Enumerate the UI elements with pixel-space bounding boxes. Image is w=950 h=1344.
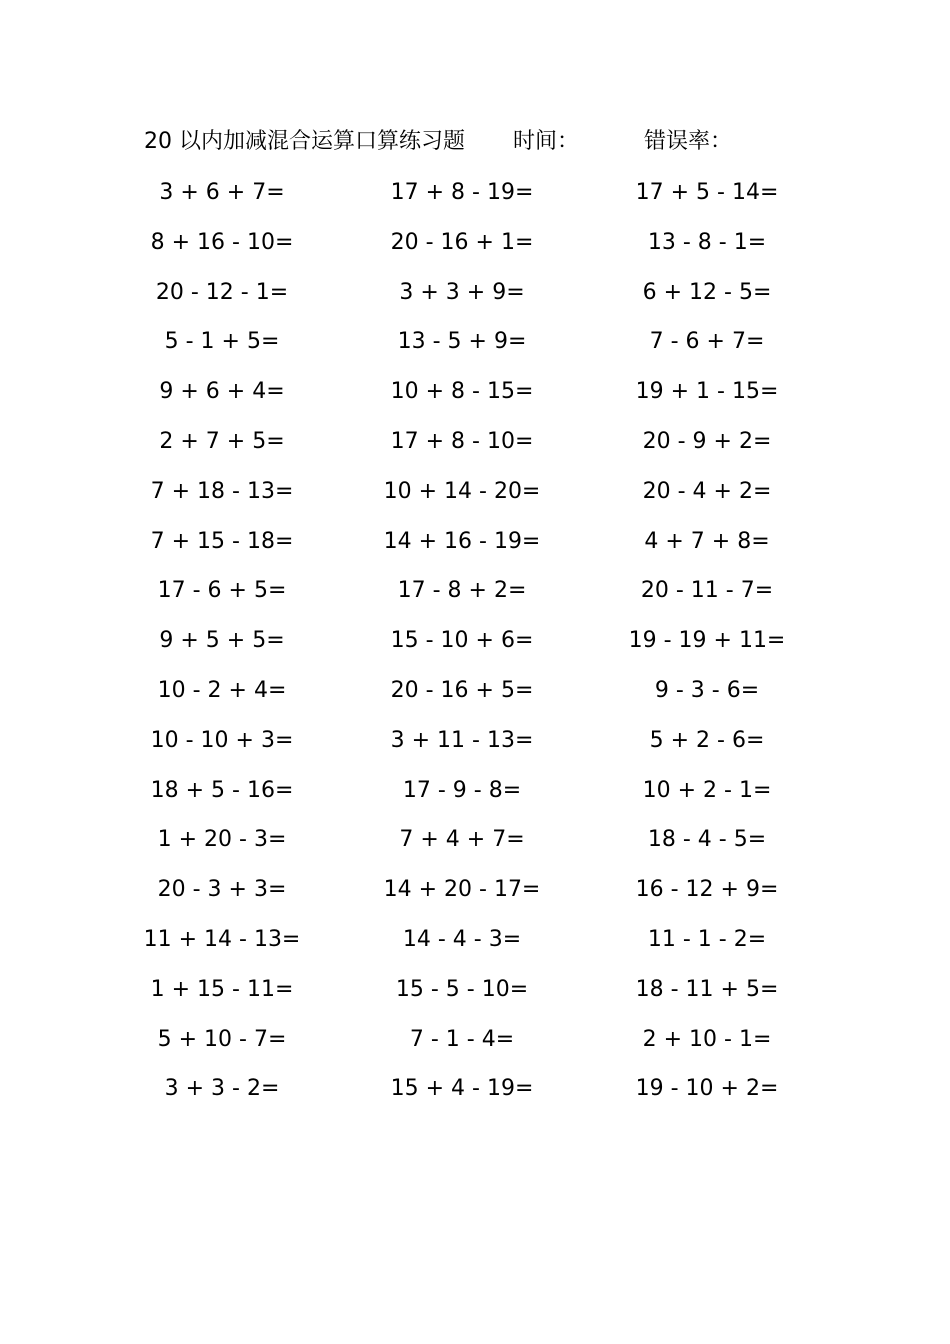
math-problem: 20 - 4 + 2= <box>642 478 772 504</box>
problem-row <box>0 865 950 915</box>
math-problem: 17 - 6 + 5= <box>157 578 287 604</box>
math-problem: 9 + 6 + 4= <box>159 379 285 405</box>
math-problem: 15 - 5 - 10= <box>395 976 529 1002</box>
math-problem: 17 - 9 - 8= <box>402 777 522 803</box>
math-problem: 18 - 4 - 5= <box>647 827 767 853</box>
math-problem: 19 + 1 - 15= <box>635 379 779 405</box>
math-problem: 2 + 7 + 5= <box>159 428 285 454</box>
math-problem: 17 + 8 - 10= <box>390 428 534 454</box>
math-problem: 3 + 11 - 13= <box>390 727 534 753</box>
math-problem: 16 - 12 + 9= <box>635 877 779 903</box>
problem-row <box>0 268 950 318</box>
math-problem: 9 - 3 - 6= <box>654 677 760 703</box>
math-problem: 10 - 2 + 4= <box>157 677 287 703</box>
time-label: 时间： <box>513 129 580 154</box>
problem-row <box>0 1064 950 1114</box>
problem-row <box>0 716 950 766</box>
problem-row <box>0 218 950 268</box>
math-problem: 14 + 16 - 19= <box>383 528 541 554</box>
math-problem: 20 - 16 + 1= <box>390 229 534 255</box>
math-problem: 7 + 4 + 7= <box>399 827 525 853</box>
math-problem: 11 - 1 - 2= <box>647 926 767 952</box>
problem-row <box>0 517 950 567</box>
math-problem: 7 + 18 - 13= <box>150 478 294 504</box>
math-problem: 7 + 15 - 18= <box>150 528 294 554</box>
math-problem: 20 - 11 - 7= <box>640 578 774 604</box>
math-problem: 8 + 16 - 10= <box>150 229 294 255</box>
math-problem: 14 - 4 - 3= <box>402 926 522 952</box>
math-problem: 2 + 10 - 1= <box>642 1026 772 1052</box>
problem-row <box>0 317 950 367</box>
math-problem: 3 + 3 - 2= <box>164 1076 280 1102</box>
math-problem: 1 + 15 - 11= <box>150 976 294 1002</box>
math-problem: 20 - 9 + 2= <box>642 428 772 454</box>
problem-row <box>0 367 950 417</box>
math-problem: 13 - 8 - 1= <box>647 229 767 255</box>
problem-row <box>0 815 950 865</box>
math-problem: 17 + 5 - 14= <box>635 180 779 205</box>
math-problem: 11 + 14 - 13= <box>143 926 301 952</box>
problem-row <box>0 566 950 616</box>
math-problem: 6 + 12 - 5= <box>642 279 772 305</box>
problem-row <box>0 1015 950 1065</box>
math-problem: 9 + 5 + 5= <box>159 628 285 654</box>
math-problem: 3 + 3 + 9= <box>399 279 525 305</box>
math-problem: 7 - 6 + 7= <box>649 329 765 355</box>
math-problem: 14 + 20 - 17= <box>383 877 541 903</box>
math-problem: 18 - 11 + 5= <box>635 976 779 1002</box>
math-problem: 18 + 5 - 16= <box>150 777 294 803</box>
problem-row <box>0 666 950 716</box>
math-problem: 19 - 19 + 11= <box>628 628 786 654</box>
math-problem: 19 - 10 + 2= <box>635 1076 779 1102</box>
math-problem: 7 - 1 - 4= <box>409 1026 515 1052</box>
math-problem: 5 + 2 - 6= <box>649 727 765 753</box>
problem-row <box>0 467 950 517</box>
problem-row <box>0 965 950 1015</box>
page-title: 20 以内加减混合运算口算练习题 <box>144 129 465 154</box>
problem-row <box>0 417 950 467</box>
math-problem: 20 - 3 + 3= <box>157 877 287 903</box>
math-problem: 5 + 10 - 7= <box>157 1026 287 1052</box>
math-problem: 3 + 6 + 7= <box>159 180 285 205</box>
math-problem: 15 + 4 - 19= <box>390 1076 534 1102</box>
worksheet-header <box>144 124 804 160</box>
math-problem: 20 - 16 + 5= <box>390 677 534 703</box>
error-rate-label: 错误率： <box>644 129 733 154</box>
math-problem: 13 - 5 + 9= <box>397 329 527 355</box>
math-problem: 4 + 7 + 8= <box>644 528 770 554</box>
math-problem: 17 + 8 - 19= <box>390 180 534 205</box>
problem-row <box>0 168 950 218</box>
math-problem: 10 - 10 + 3= <box>150 727 294 753</box>
math-problem: 10 + 2 - 1= <box>642 777 772 803</box>
problem-grid <box>0 168 950 1114</box>
math-problem: 1 + 20 - 3= <box>157 827 287 853</box>
math-problem: 5 - 1 + 5= <box>164 329 280 355</box>
problem-row <box>0 616 950 666</box>
math-problem: 15 - 10 + 6= <box>390 628 534 654</box>
math-problem: 10 + 8 - 15= <box>390 379 534 405</box>
math-problem: 17 - 8 + 2= <box>397 578 527 604</box>
problem-row <box>0 915 950 965</box>
math-problem: 20 - 12 - 1= <box>155 279 289 305</box>
problem-row <box>0 766 950 816</box>
math-problem: 10 + 14 - 20= <box>383 478 541 504</box>
